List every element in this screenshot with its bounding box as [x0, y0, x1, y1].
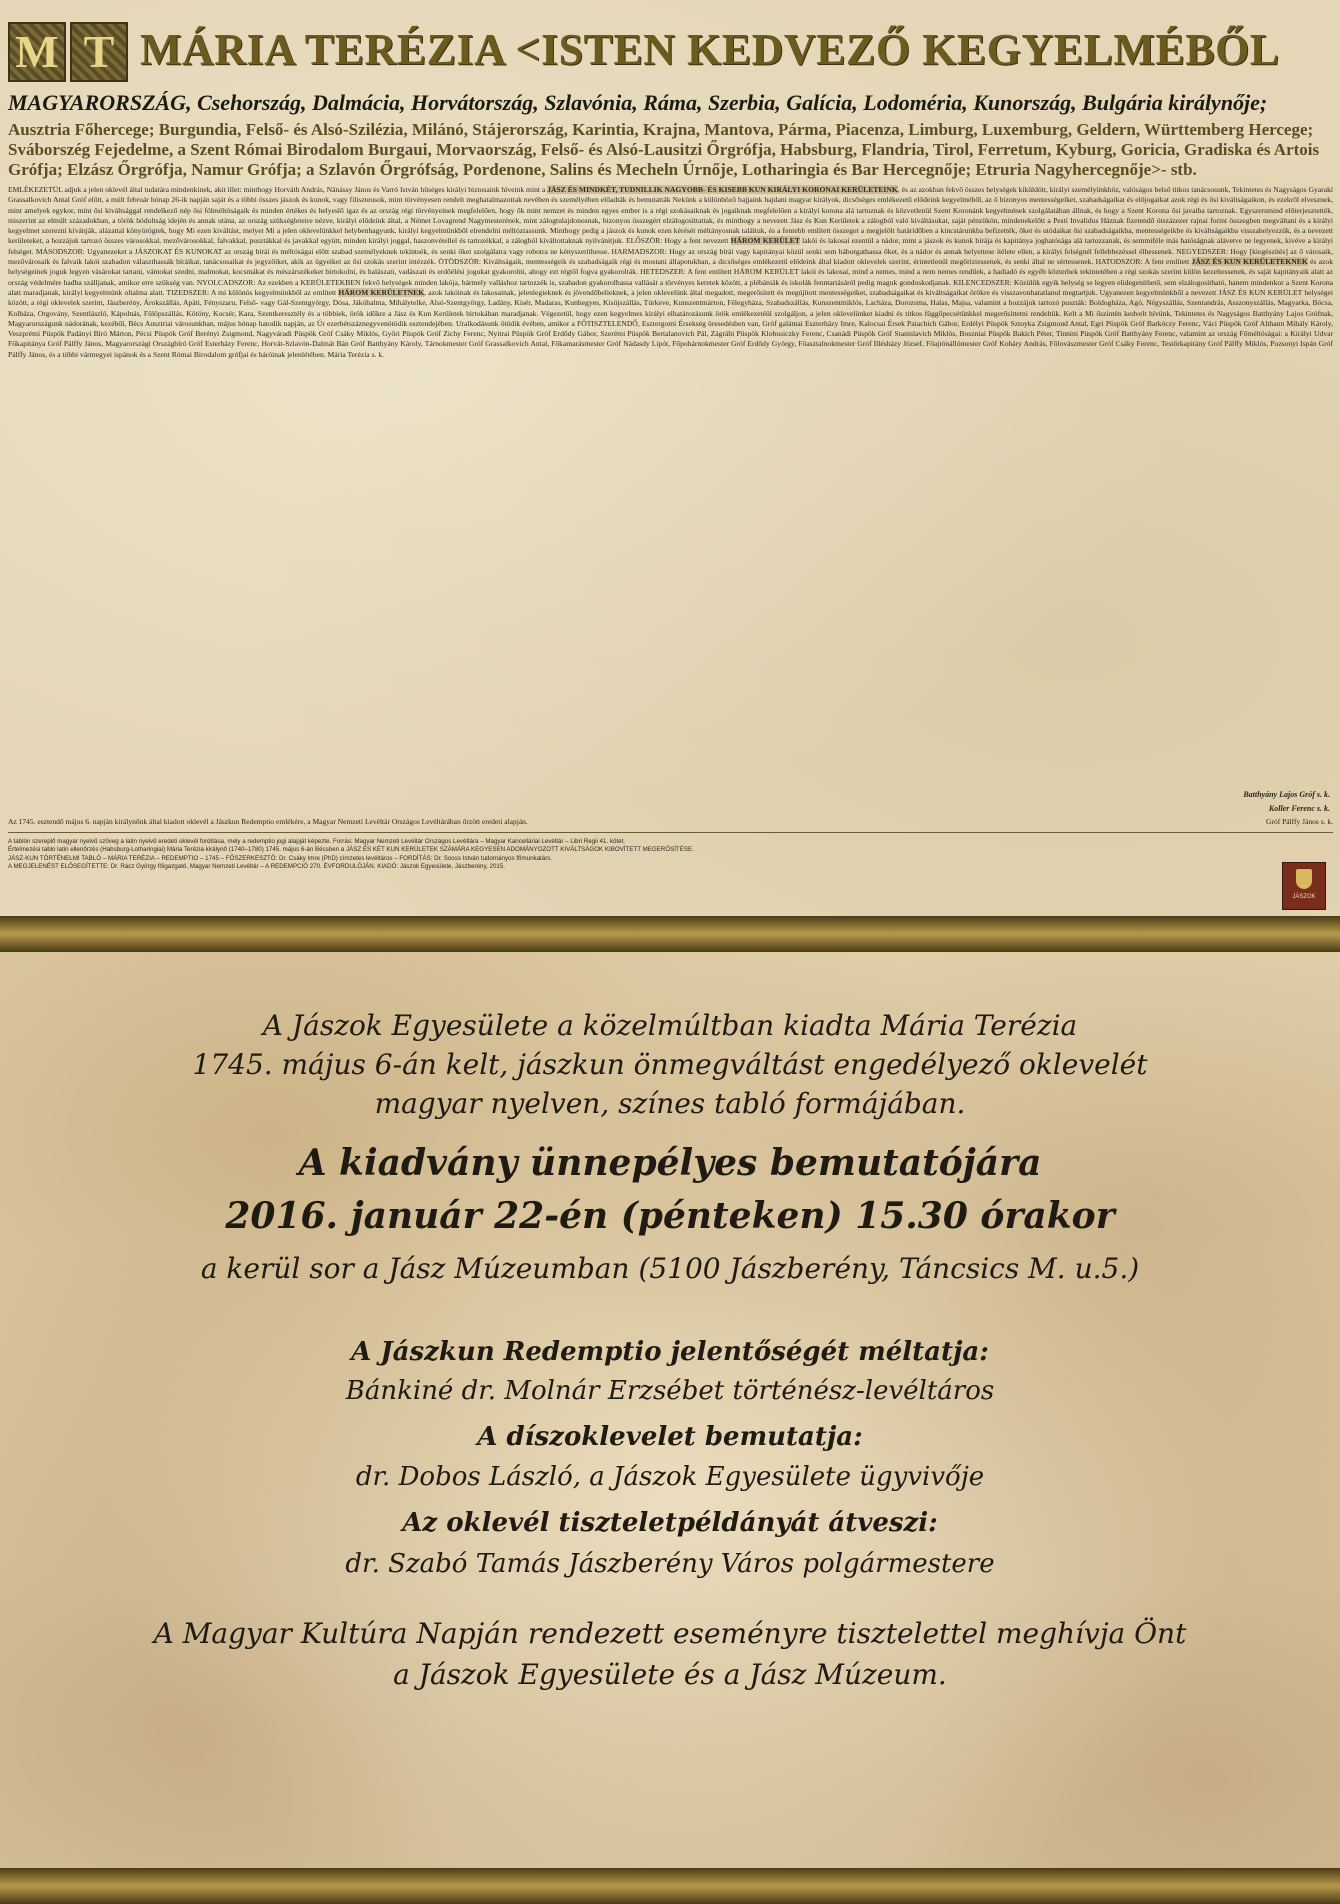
- charter-highlight: HÁROM KERÜLET: [730, 236, 800, 246]
- charter-body-part: , és az azokban fekvő összes helységek kiküldött, királyi személyünkhöz, valóságos belső titkos tanácsosunk, Tekintetes és Nagyságos Gyarakí Grassalkovich Antal Gróf előtt, a múlt február hónap 26-ik napján saját és a többi összes jászok és kunok, vagy filiszteusok, mint törvényesen rendelt meghatalmazottak nevében és személyében előadták és bemutatták Nekünk a különböző bajjaink hajdani magyar királyok, dicsőséges emlékezetű elődeink kegyelméből, az ő bizonyos mentességeiket, szabadságaikat és előjogaikat azok régi és ősi kiváltságaikon, és ezekről elvesznek, mint amelyek egykor, mint ősi kiváltsággal rendelkező nép ősi fölméltóságaik és minden értékes és helyeslő igaz és az ország régi törvényeinek megfelelően, hogy ők mint nemzet és minden egyes ember is a régi szokásaiknak és jogaiknak megfelelően a királyi korona alá tartoznak és közvetlenül Szent Koronánk kegyelmének szolgálatában állnak, és hogy a Szent Korona ősi javaiba tartoznak. Egyszersmind előterjesztették, miszerint az elmúlt századokban, a török hódoltság idején és annak utána, az ország szükségleteire nézve, királyi elődeink által, a Német Lovagrend Nagymesterének, mint zálogtulajdonosnak, bizonyos összegért elzálogosíttattak, és minthogy a nevezett Jász és Kun Kerületek a zálogból való kiváltásukat, saját pénzükön, mindenekelőtt a Pesti Invalidus Háznak fizetendő ötszázezer rajnai forint összegben megváltani és a királyi kegyelmet szerezni kívánják, alázattal könyörögtek, hogy Mi ezen kiváltást, melyet Mi a jelen oklevelünkkel helybenhagyunk, királyi kegyelmünkből elrendelni méltóztassunk. Minthogy pedig a jászok és kunok ezen kérését méltányosnak találtuk, és a fentebb említett összeget a megjelölt határidőben a kincstárunkba befizették, őket és utódaikat ősi szabadságaikba, mentességeikbe és kiváltságaikba visszahelyezzük, és a nevezett kerületeket, a hozzájuk tartozó összes városokkal, mezővárosokkal, falvakkal, pusztákkal és javakkal együtt, minden királyi joggal, haszonvétellel és tartozékkal, a zálogból kiváltottaknak nyilvánítjuk. ELŐSZÖR: Hogy a fent nevezett: [8, 185, 1333, 246]
- tableau-credits: [8, 838, 1208, 872]
- intro-line-1: A Jászok Egyesülete a közelmúltban kiadta Mária Terézia: [262, 1009, 1078, 1042]
- charter-highlight: JÁSZ ÉS KUN KERÜLETEKNEK: [1191, 257, 1308, 267]
- invitation-panel: [0, 952, 1340, 1868]
- credit-line: Értelmezési tablo latin ellenőrzés (Habsburg-Lotharingiai) Mária Terézia királynő (1740–1780) 1745. május 6-án Bécsben a JÁSZ ÉS KÉT KUN KERÜLETEK SZÁMÁRA KEGYESEN ADOMÁNYOZOTT KIVÁLTSÁGOK KIBOVÍTETT MEGERŐSÍTÉSE.: [8, 846, 694, 854]
- divider: [8, 832, 1333, 833]
- gold-divider-band: [0, 916, 1340, 952]
- credit-line: A tablón szereplő magyar nyelvű szöveg a latin nyelvű eredeti oklevél fordítása, mely a redemptio jogi alapját képezte. Forrás: Magyar Nemzeti Levéltár Országos Levéltára – Magyar Kancelláriai Levéltár – Libri Regii 41. kötet.: [8, 838, 625, 845]
- charter-tableau: [0, 0, 1340, 916]
- program-role-2: A díszoklevelet bemutatja:: [477, 1422, 863, 1452]
- royal-titles-line1: MAGYARORSZÁG, Csehország, Dalmácia, Horvátország, Szlavónia, Ráma, Szerbia, Galícia, Lodoméria, Kunország, Bulgária királynője;: [8, 90, 1268, 115]
- charter-body-part: , azok lakóinak és lakosainak, jelenlegieknek és jövendőbelieknek, a jelen oklevelünk által megadott, megerősített és megújított mentességeiket, szabadságaikat és kiváltságaikat örökre és visszavonhatatlanul megtartjuk. Ugyanezen kegyelmünkből a nevezett JÁSZ ÉS KUN KERÜLET helységei között, a régi oklevelek szerint, Jászberény, Árokszállás, Apáti, Fényszaru, Felső- vagy Gál-Szentgyörgy, Dósa, Jákóhalma, Mihálytelke, Alsó-Szentgyörgy, Ladány, Kisér, Madaras, Kunhegyes, Kisújszállás, Túrkeve, Kunszentmárton, Félegyháza, Szabadszállás, Kunszentmiklós, Lacháza, Dorozsma, Halas, Majsa, valamint a hozzájuk tartozó puszták: Boldogháza, Agó, Négyszállás, Szentandrás, Asszonyszállás, Magyarka, Bócsa, Kolbáza, Orgovány, Szentlászló, Kápolnás, Fülöpszállás, Kötöny, Kocsér, Kara, Szentkeresztély és a többiek, örök időkre a Jász és Kun Kerületek birtokában maradjanak. Végezetül, hogy ezen kegyelmes királyi elhatározásunk örök emlékezetéül szolgáljon, a jelen oklevelünket kiadni és titkos függőpecsétünkkel megerősíttetni rendeltük. Kelt a Mi őszintén kedvelt hívünk, Tekintetes és Nagyságos Batthyány Lajos Grófnak, Magyarországunk nádorának, kezéből, Bécs Ausztriai városunkban, május hónap hatodik napján, az Úr ezerhétszáznegyvenötödik esztendejében. Uralkodásunk ötödik évében, amikor a FŐTISZTELENDŐ, Esztergomi Érsekség üresedésben van, Gróf galántai Eszterházy Imre, Kalocsai Érsek Patachich Gábor, Erdélyi Püspök Sztoyka Zsigmond Antal, Egri Püspök Gróf Barkóczy Ferenc, Váci Püspök Gróf Althann Mihály Károly, Veszprémi Püspök Padányi Bíró Márton, Pécsi Püspök Gróf Berényi Zsigmond, Nagyváradi Püspök Gróf Csáky Miklós, Győri Püspök Gróf Zichy Ferenc, Nyitrai Püspök Gróf Erdődy Gábor, Szerémi Püspök Bertalanovich Pál, Zágrábi Püspök Klobusiczky Ferenc, Csanádi Püspök Gróf Stanislavich Miklós, Boszniai Püspök Bakich Péter, Tinnini Püspök Gróf Batthyány Ferenc, valamint az ország Főméltóságai: a Királyi Udvar Főkapitánya Gróf Pálffy János, Magyarországi Országbíró Gróf Esterházy Ferenc, Horvát-Szlavón-Dalmát Bán Gróf Batthyány Károly, Tárnokmester Gróf Grassalkovich Antal, Főkamarásmester Gróf Nádasdy Lipót, Főpohárnokmester Gróf Erdődy György, Főasztalnokmester Gróf Illésházy József, Főajtónállómester Gróf Koháry András, Főlovászmester Gróf Csáky Ferenc, Testőrkapitány Gróf Pálffy Miklós, Pozsonyi Ispán Gróf Pálffy János, és a többi vármegyei ispánok és a Szent Római Birodalom grófjai és báróinak jelenlétében. Mária Terézia s. k.: [8, 287, 1333, 359]
- program-person-1: Bánkiné dr. Molnár Erzsébet történész-levéltáros: [345, 1376, 995, 1406]
- signature-batthyany: Batthyány Lajos Gróf s. k.: [1243, 790, 1330, 799]
- credit-line: JÁSZ-KUN TÖRTÉNELMI TABLÓ – MÁRIA TERÉZIA – REDEMPTIO – 1745 – FŐSZERKESZTŐ: Dr. Csáky Imre (PhD) címzetes levéltáros – FORDÍTÁS: Dr. Sooss István tudományos főmunkatárs.: [8, 854, 553, 862]
- program-person-2: dr. Dobos László, a Jászok Egyesülete ügyvivője: [355, 1462, 985, 1492]
- charter-highlight: JÁSZ ÉS MINDKÉT, TUDNILLIK NAGYOBB- ÉS KISEBB KUN KIRÁLYI KORONAI KERÜLETEINK: [547, 185, 898, 194]
- venue-line: a kerül sor a Jász Múzeumban (5100 Jászberény, Táncsics M. u.5.): [200, 1252, 1140, 1285]
- jaszok-logo: [1282, 862, 1326, 910]
- program-role-3: Az oklevél tiszteletpéldányát átveszi:: [402, 1508, 938, 1538]
- closing-line-2: a Jászok Egyesülete és a Jász Múzeum.: [393, 1658, 947, 1691]
- charter-signatures: [1070, 788, 1330, 816]
- gold-divider-band: [0, 1868, 1340, 1904]
- headline-date-time: 2016. január 22-én (pénteken) 15.30 órakor: [225, 1195, 1115, 1237]
- closing-line-1: A Magyar Kultúra Napján rendezett eseményre tisztelettel meghívja Önt: [153, 1617, 1187, 1650]
- signature-koller: Koller Ferenc s. k.: [1268, 804, 1330, 813]
- illuminated-initials: [8, 22, 128, 82]
- signature-palffy: Gróf Pálffy János s. k.: [1266, 817, 1333, 826]
- royal-titles-line2: Ausztria Főhercege; Burgundia, Felső- és Alsó-Sziléziа, Milánó, Stájerország, Karintia, Krajna, Mantova, Párma, Piacenza, Limburg, Luxemburg, Geldern, Württemberg Hercege; Sváborszég Fejedelme, a Szent Római Birodalom Burgaui, Morvaország, Felső- és Alsó-Lausitzi Őrgrófja, Habsburg, Flandria, Tirol, Ferretum, Kyburg, Goricia, Gradiska és Artois Grófja; Elzász Őrgrófja, Namur Grófja; a Szlavón Őrgrófság, Pordenone, Salins és Mecheln Úrnője, Lotharingia és Bar Hercegnője; Etruria Nagyhercegnője>- stb.: [8, 120, 1320, 179]
- crest-icon: [1296, 869, 1312, 889]
- logo-text: JÁSZOK: [1292, 894, 1316, 900]
- intro-line-2: 1745. május 6-án kelt, jászkun önmegváltást engedélyező oklevelét: [192, 1048, 1148, 1081]
- charter-body-part: EMLÉKEZETÜL adjuk a jelen oklevél által tudatára mindenkinek, akit illet: minthogy Horváth András, Nánássy János és Varró István hűséges királyi biztosaink híveink mint a: [8, 185, 548, 194]
- charter-title: MÁRIA TERÉZIA <ISTEN KEDVEZŐ KEGYELMÉBŐL: [140, 25, 1280, 74]
- charter-body-part: és azok helységeinek joguk legyen vásárokat tartani, vámokat szedni, malmokat, kocsmákat és mészárszékeket birtokolni, és halászati, vadászati és erdőélési jogukat gyakorolni, ahogy ezt régtől fogva gyakorolták. HETEDSZER: A fent említett HÁROM KERÜLET lakói és lakosai, mind a nemes, mind a nem nemes rendűek, a hadiadó és egyéb közterhek tekintetében a régi szokás szerint külön kezeltessenek, és saját kapitányaik alatt az ország védelmére hadba szálljanak, amikor erre szükség van. NYOLCADSZOR: Az ezekben a KERÜLETEKBEN fekvő helységek minden lakója, bármely valláshoz tartozzék is, szabadon gyakorolhassa vallását a törvényes keretek között, a plébániák és iskolák fenntartásáról pedig maguk gondoskodjanak. KILENCEDSZER: Közülük egyik helység se legyen elidegeníthető, sem elzálogosítható, hanem mindenkor a Szent Korona alatt maradjanak, királyi kegyelmünk oltalma alatt. TIZEDSZER: A mi különös kegyelmünkből az említett: [8, 257, 1333, 297]
- program-person-3: dr. Szabó Tamás Jászberény Város polgármestere: [345, 1549, 995, 1579]
- illuminated-initial-t: T: [70, 22, 128, 82]
- charter-highlight: HÁROM KERÜLETNEK: [338, 287, 425, 297]
- charter-date-line: [8, 817, 1333, 826]
- headline-presentation: A kiadvány ünnepélyes bemutatójára: [298, 1142, 1042, 1184]
- date-line-text: Az 1745. esztendő május 6. napján királynőnk által kiadott oklevél a Jászkun Redemptio emlékére, a Magyar Nemzeti Levéltár Országos Levéltárában őrzött eredeti alapján.: [8, 817, 528, 826]
- intro-line-3: magyar nyelven, színes tabló formájában.: [374, 1087, 966, 1120]
- charter-body-text: [8, 185, 1333, 775]
- program-role-1: A Jászkun Redemptio jelentőségét méltatja:: [351, 1337, 989, 1367]
- illuminated-initial-m: M: [8, 22, 66, 82]
- credit-line: A MEGJELENÉST ELŐSEGÍTETTE: Dr. Rácz György főigazgató, Magyar Nemzeti Levéltár – A REDEMPCIÓ 270. ÉVFORDULÓJÁN. KIADÓ: Jászok Egyesülete, Jászberény, 2015.: [8, 863, 506, 871]
- charter-body-part: lakói és lakosai ezentúl a nádor, mint a jászok és kunok bírája és kapitánya joghatósága alá tartozzanak, és semmiféle más hatóságnak alávetve ne legyenek, kivéve a királyi felséget. MÁSODSZOR: Ugyanezeket a JÁSZOKAT ÉS KUNOKAT az ország bírái és méltóságai előtt szabad személyeknek tekintsék, és senki őket szolgálatra vagy robotra ne kényszeríthesse. HARMADSZOR: Hogy az ország bírái vagy kapitányai közül senki sem háborgathassa őket, és a nádor és annak helyettese ítélete ellen, a királyi felségnél fellebbezéssel élhessenek. NEGYEDSZER: Hogy [kiegészítés] az ő városaik, mezővárosaik és falvaik lakói szabadon választhassák bíráikat, tanácsosaikat és jegyzőiket, akik az ügyeiket az ősi szokás szerint intézzék. ÖTÖDSZÖR: Kiváltságaik, mentességeik és szabadságaik régi és mostani állapotukban, a dicsőséges emlékezetű elődeink által kiadott oklevelek szerint, érintetlenül megőriztessenek, és senki által ne sértessenek. HATODSZOR: A fent említett: [8, 236, 1333, 267]
